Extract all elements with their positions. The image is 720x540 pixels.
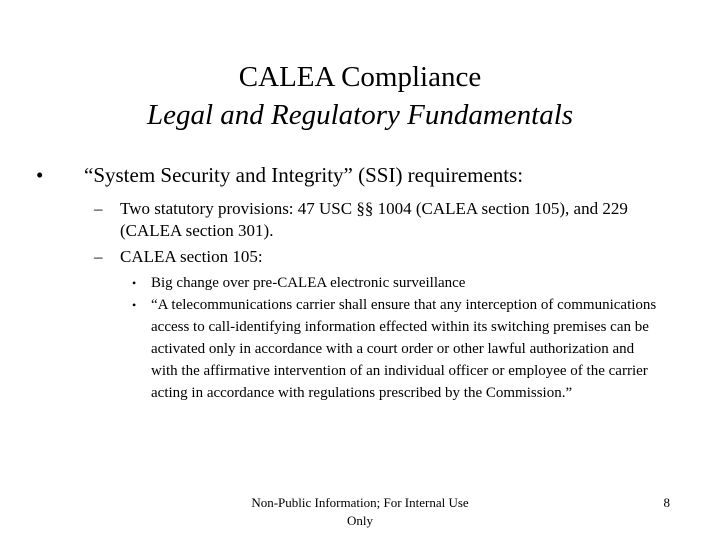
slide-body [36, 160, 686, 404]
quote-text: “A telecommunications carrier shall ensure that any interception of communications access to call-identifying information effected within its switching premises can be activated only in accordance with a court order or other lawful authorization and with the affirmative intervention of an individual officer or employee of the carrier acting in accordance with regulations prescribed by the Commission.” [151, 297, 657, 401]
bullet-text: Big change over pre-CALEA electronic surveillance [151, 275, 466, 291]
bullet-level3 [36, 272, 661, 294]
bullet-marker: • [132, 298, 137, 312]
bullet-level2 [36, 246, 686, 268]
page-number: 8 [663, 495, 670, 510]
dash-marker: – [94, 247, 103, 266]
bullet-text: “System Security and Integrity” (SSI) requirements: [84, 163, 524, 187]
bullet-level1 [36, 160, 686, 190]
slide-title: CALEA Compliance [238, 61, 482, 93]
footer-text: Non-Public Information; For Internal Use Only [251, 495, 469, 528]
bullet-text: Two statutory provisions: 47 USC §§ 1004 (CALEA section 105), and 229 (CALEA section 301). [120, 199, 628, 240]
dash-marker: – [94, 199, 103, 218]
bullet-level3 [36, 294, 661, 404]
bullet-marker: • [132, 276, 137, 290]
slide-title-block [0, 58, 720, 134]
bullet-marker: • [36, 163, 44, 187]
bullet-text: CALEA section 105: [120, 247, 263, 266]
slide-subtitle: Legal and Regulatory Fundamentals [146, 99, 574, 131]
bullet-level2 [36, 198, 686, 242]
